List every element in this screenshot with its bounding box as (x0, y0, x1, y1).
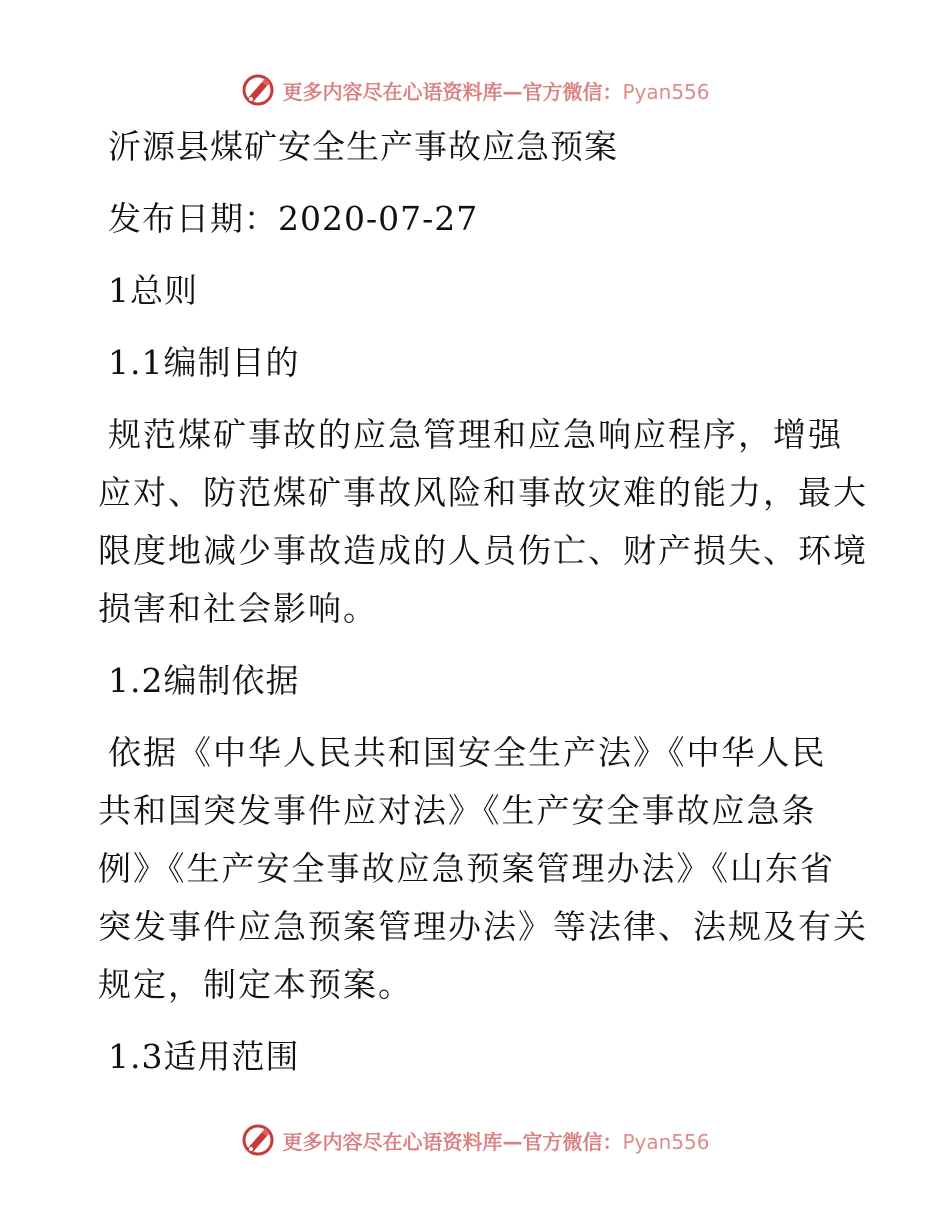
watermark-text: 更多内容尽在心语资料库—官方微信：Pyan556 (282, 79, 710, 104)
watermark-text: 更多内容尽在心语资料库—官方微信：Pyan556 (282, 1129, 710, 1154)
section-heading-1-3: 1.3适用范围 (108, 1037, 300, 1076)
publish-date: 发布日期：2020-07-27 (108, 199, 479, 238)
section-heading-1: 1总则 (108, 271, 198, 310)
paragraph-line: 突发事件应急预案管理办法》等法律、法规及有关 (98, 907, 868, 946)
section-heading-1-2: 1.2编制依据 (108, 661, 300, 700)
paragraph-line: 应对、防范煤矿事故风险和事故灾难的能力，最大 (98, 473, 868, 512)
section-heading-1-1: 1.1编制目的 (108, 343, 300, 382)
paragraph-line: 共和国突发事件应对法》《生产安全事故应急条 (98, 791, 817, 830)
watermark-header (0, 70, 950, 110)
pen-logo-icon (240, 72, 276, 108)
watermark-footer (0, 1120, 950, 1160)
paragraph-purpose (98, 406, 868, 638)
document-body (98, 118, 868, 1100)
document-title: 沂源县煤矿安全生产事故应急预案 (108, 127, 618, 166)
paragraph-line: 限度地减少事故造成的人员伤亡、财产损失、环境 (98, 531, 868, 570)
watermark-wechat-id: Pyan556 (622, 79, 710, 104)
paragraph-line: 例》《生产安全事故应急预案管理办法》《山东省 (98, 849, 835, 888)
paragraph-basis (98, 724, 868, 1014)
paragraph-line: 规定，制定本预案。 (98, 965, 413, 1004)
paragraph-line: 依据《中华人民共和国安全生产法》《中华人民 (108, 733, 827, 772)
paragraph-line: 规范煤矿事故的应急管理和应急响应程序，增强 (108, 415, 843, 454)
pen-logo-icon (240, 1122, 276, 1158)
paragraph-line: 损害和社会影响。 (98, 589, 378, 628)
watermark-wechat-id: Pyan556 (622, 1129, 710, 1154)
